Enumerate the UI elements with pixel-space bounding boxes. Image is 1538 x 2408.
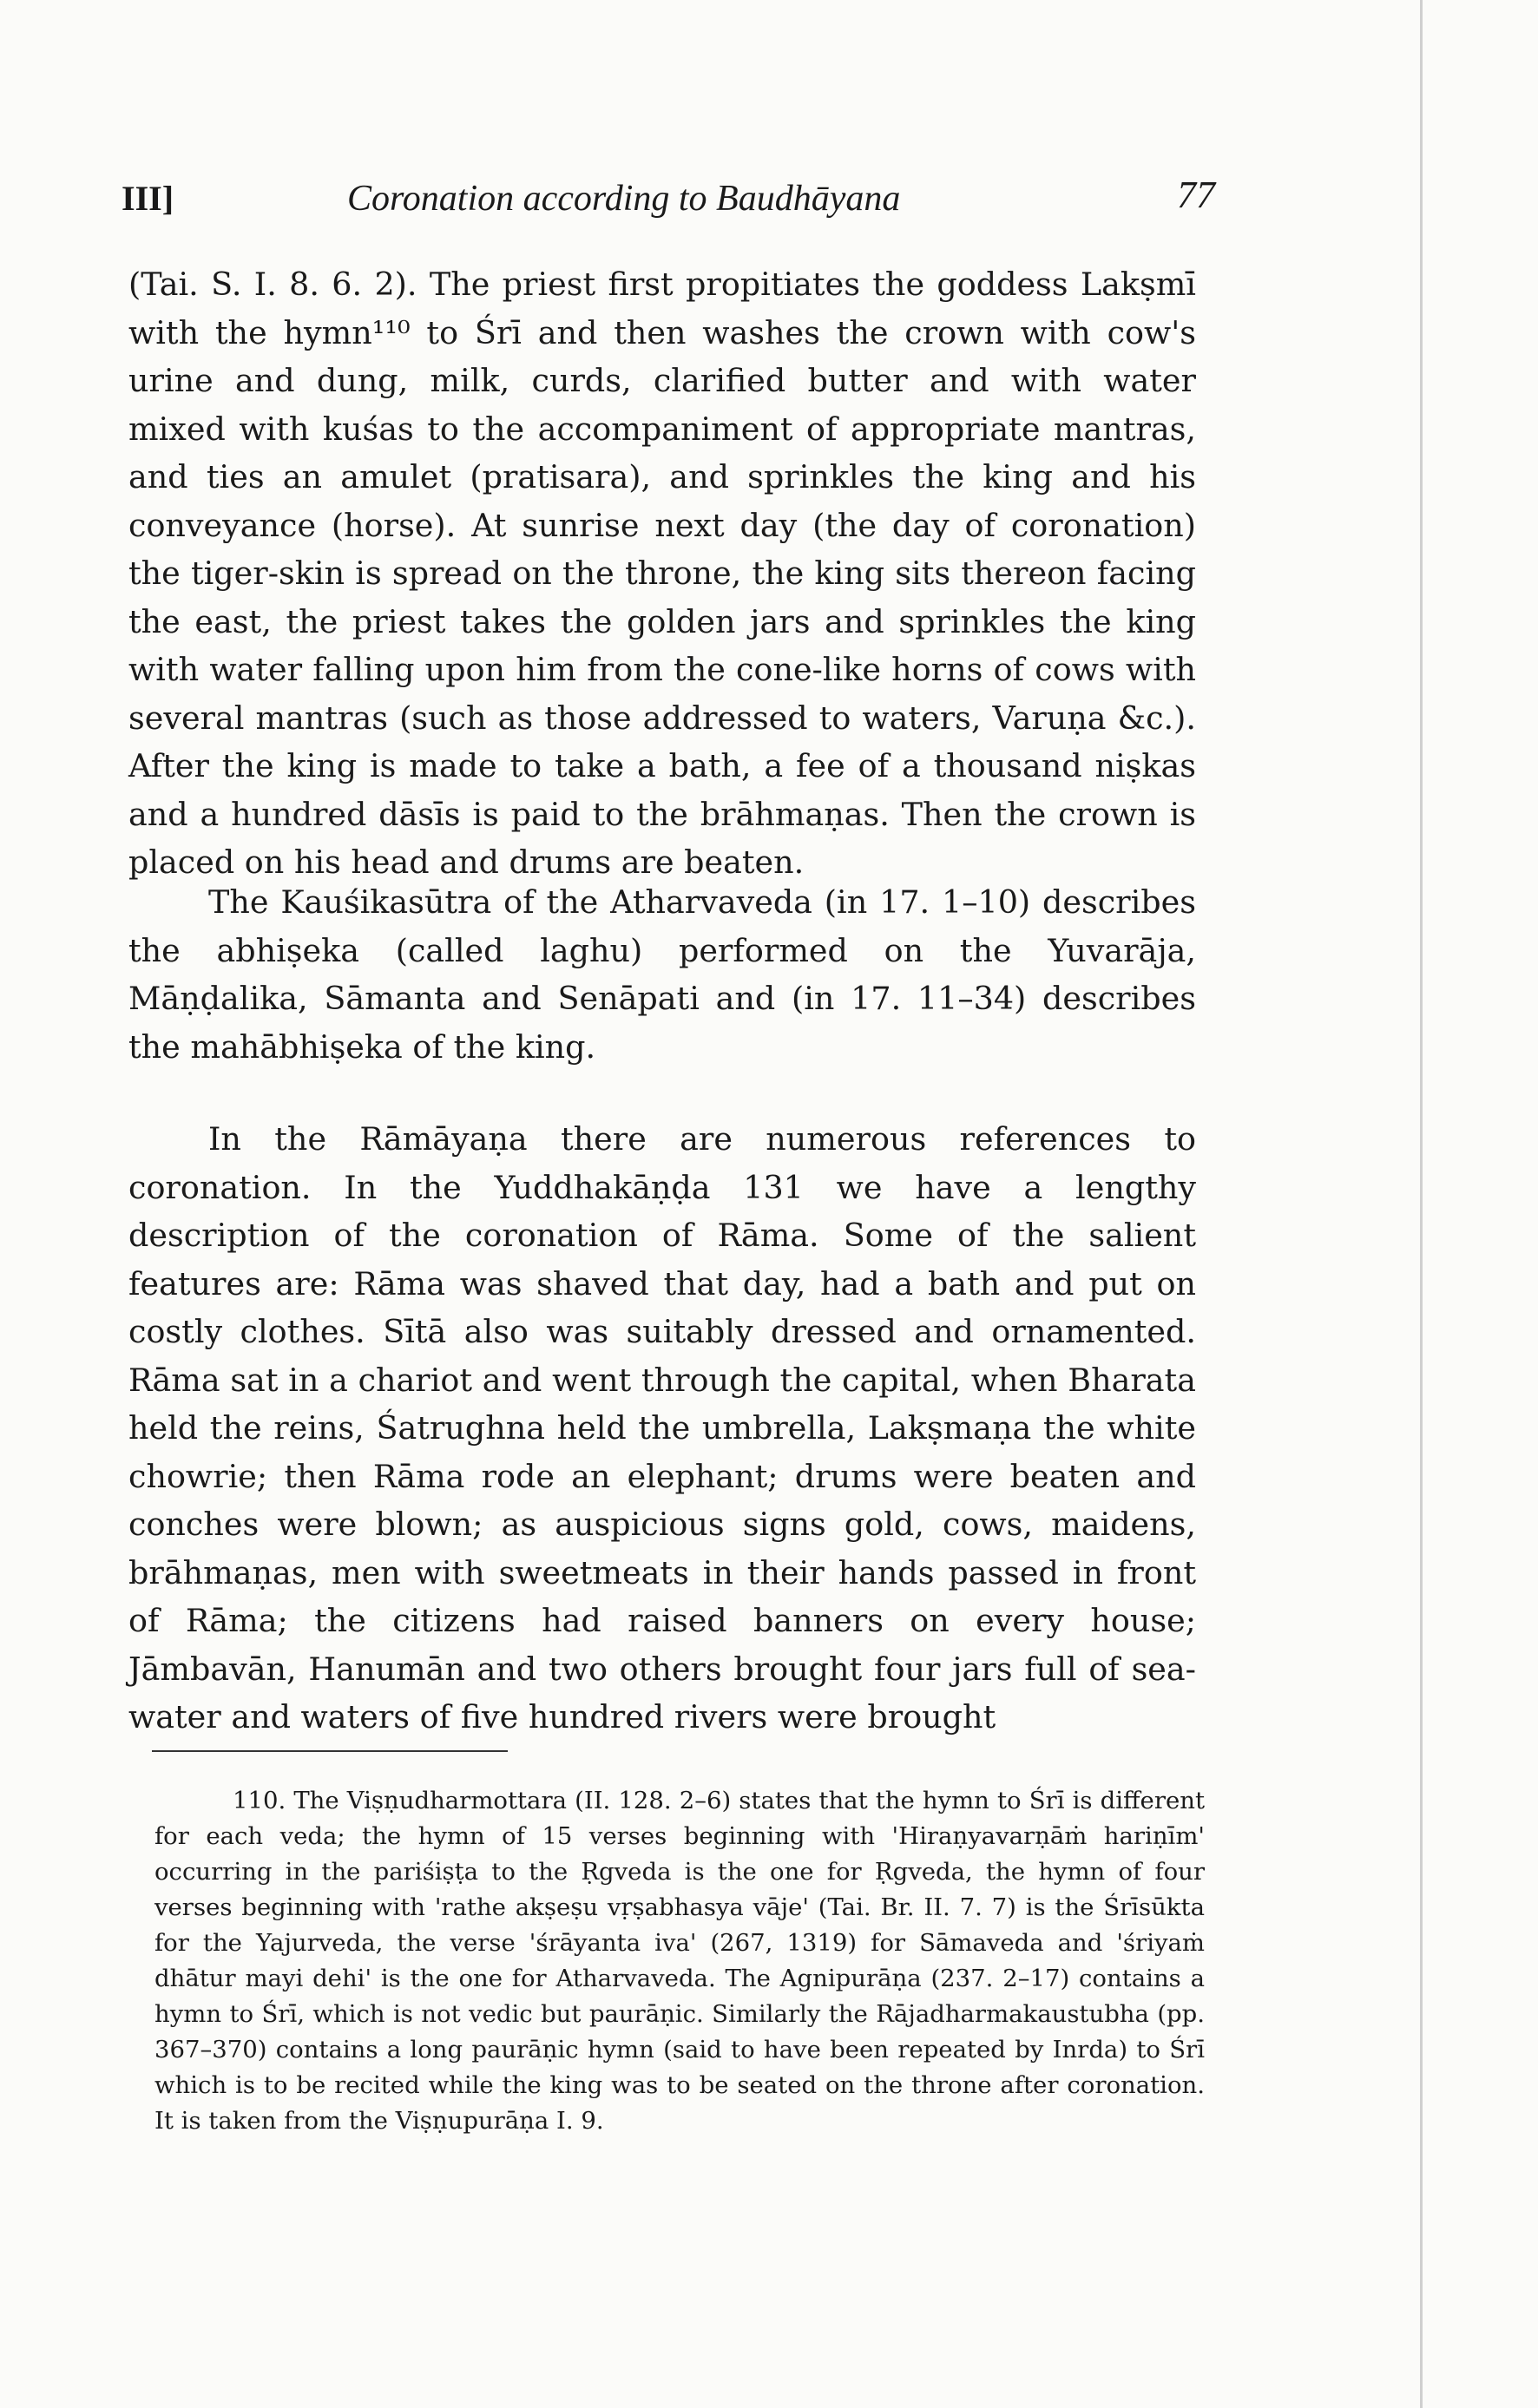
footnote-divider <box>152 1750 508 1752</box>
running-title: Coronation according to Baudhāyana <box>347 179 901 219</box>
paragraph-2 <box>128 878 1196 1071</box>
page-number: 77 <box>1177 174 1215 216</box>
paragraph-1 <box>128 260 1196 887</box>
paragraph-2-text: The Kauśikasūtra of the Atharvaveda (in 17. 1–10) describes the abhiṣeka (called laghu) performed on the Yuvarāja, Māṇḍalika, Sāmanta and Senāpati and (in 17. 11–34) describes the mahābhiṣeka of the king. <box>128 883 1196 1066</box>
paragraph-3-text: In the Rāmāyaṇa there are numerous references to coronation. In the Yuddhakāṇḍa 131 we have a lengthy description of the coronation of Rāma. Some of the salient features are: Rāma was shaved that day, had a bath and put on costly clothes. Sītā also was suitably dressed and ornamented. Rāma sat in a chariot and went through the capital, when Bharata held the reins, Śatrughna held the umbrella, Lakṣmaṇa the white chowrie; then Rāma rode an elephant; drums were beaten and conches were blown; as auspicious signs gold, cows, maidens, brāhmaṇas, men with sweetmeats in their hands passed in front of Rāma; the citizens had raised banners on every house; Jāmbavān, Hanumān and two others brought four jars full of sea-water and waters of five hundred rivers were brought <box>128 1120 1196 1735</box>
footnote-110 <box>154 1783 1205 2139</box>
scan-edge-line <box>1420 0 1423 2408</box>
paragraph-3 <box>128 1115 1196 1742</box>
footnote-text: 110. The Viṣṇudharmottara (II. 128. 2–6) states that the hymn to Śrī is different for each veda; the hymn of 15 verses beginning with 'Hiraṇyavarṇāṁ hariṇīm' occurring in the pariśiṣṭa to the Ṛgveda is the one for Ṛgveda, the hymn of four verses beginning with 'rathe akṣeṣu vṛṣabhasya vāje' (Tai. Br. II. 7. 7) is the Śrīsūkta for the Yajurveda, the verse 'śrāyanta iva' (267, 1319) for Sāmaveda and 'śriyaṁ dhātur mayi dehi' is the one for Atharvaveda. The Agnipurāṇa (237. 2–17) contains a hymn to Śrī, which is not vedic but paurāṇic. Similarly the Rājadharmakaustubha (pp. 367–370) contains a long paurāṇic hymn (said to have been repeated by Inrda) to Śrī which is to be recited while the king was to be seated on the throne after coronation. It is taken from the Viṣṇupurāṇa I. 9. <box>154 1787 1205 2135</box>
running-header <box>122 174 1215 230</box>
paragraph-1-text: (Tai. S. I. 8. 6. 2). The priest first propitiates the goddess Lakṣmī with the hymn¹¹⁰ to Śrī and then washes the crown with cow's urine and dung, milk, curds, clarified butter and with water mixed with kuśas to the accompaniment of appropriate mantras, and ties an amulet (pratisara), and sprinkles the king and his conveyance (horse). At sunrise next day (the day of coronation) the tiger-skin is spread on the throne, the king sits thereon facing the east, the priest takes the golden jars and sprinkles the king with water falling upon him from the cone-like horns of cows with several mantras (such as those addressed to waters, Varuṇa &c.). After the king is made to take a bath, a fee of a thousand niṣkas and a hundred dāsīs is paid to the brāhmaṇas. Then the crown is placed on his head and drums are beaten. <box>128 266 1196 881</box>
part-number: III] <box>122 179 174 218</box>
